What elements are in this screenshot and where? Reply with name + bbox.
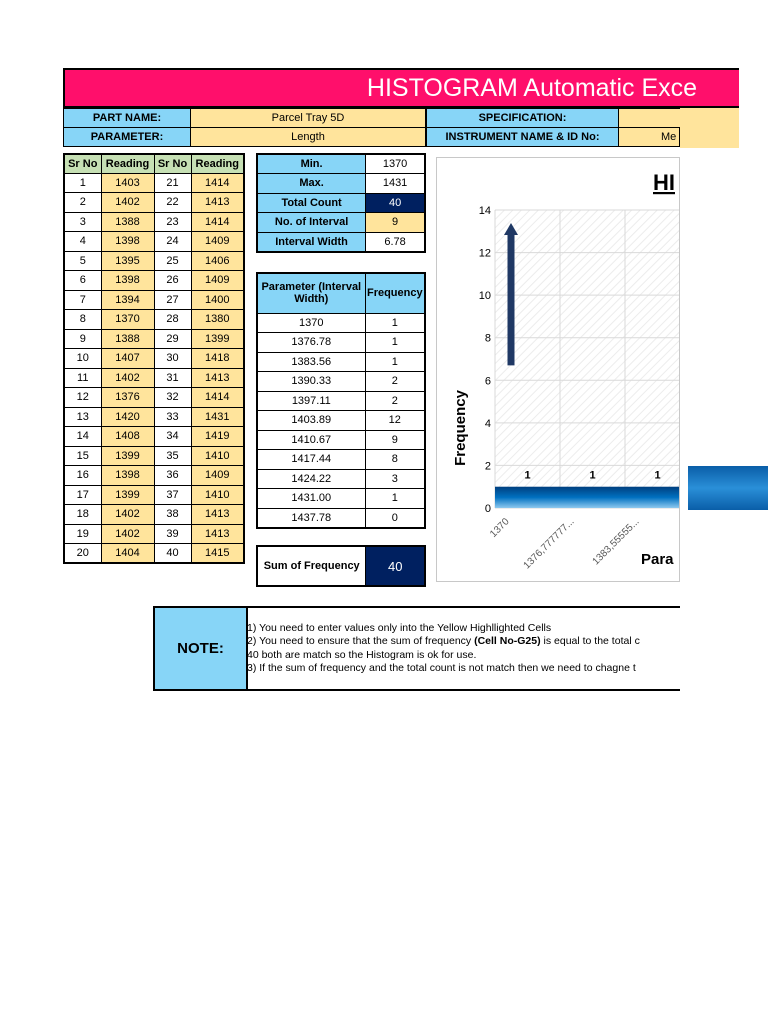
reading-cell[interactable]: 1409	[191, 232, 244, 252]
reading-cell[interactable]: 1415	[191, 544, 244, 564]
chart-title: HI	[653, 170, 675, 195]
reading-cell[interactable]: 1410	[191, 485, 244, 505]
histogram-chart[interactable]	[436, 157, 680, 582]
reading-cell[interactable]: 1413	[191, 505, 244, 525]
srno-cell: 26	[154, 271, 191, 291]
y-tick-label: 6	[484, 375, 491, 388]
srno-cell: 19	[64, 524, 101, 544]
srno-cell: 39	[154, 524, 191, 544]
srno-cell: 40	[154, 544, 191, 564]
reading-cell[interactable]: 1413	[191, 368, 244, 388]
table-row	[257, 313, 425, 333]
table-row	[64, 505, 244, 525]
reading-cell[interactable]: 1395	[101, 251, 154, 271]
reading-cell[interactable]: 1419	[191, 427, 244, 447]
table-row	[64, 368, 244, 388]
reading-cell[interactable]: 1402	[101, 368, 154, 388]
srno-cell: 8	[64, 310, 101, 330]
table-row	[257, 489, 425, 509]
histogram-bar	[495, 487, 680, 508]
stats-row	[257, 154, 425, 174]
table-row	[257, 372, 425, 392]
interval-cell: 1390.33	[257, 372, 365, 392]
frequency-cell: 9	[365, 430, 425, 450]
table-row	[64, 212, 244, 232]
table-row	[257, 411, 425, 431]
srno-cell: 9	[64, 329, 101, 349]
stat-value: 1431	[366, 174, 425, 194]
y-tick-label: 14	[478, 205, 491, 217]
reading-cell[interactable]: 1407	[101, 349, 154, 369]
interval-cell: 1397.11	[257, 391, 365, 411]
parameter-value[interactable]: Length	[190, 127, 426, 147]
y-tick-label: 12	[478, 247, 491, 260]
interval-cell: 1370	[257, 313, 365, 333]
frequency-cell: 1	[365, 489, 425, 509]
frequency-cell: 2	[365, 372, 425, 392]
interval-cell: 1437.78	[257, 508, 365, 528]
srno-cell: 30	[154, 349, 191, 369]
srno-cell: 6	[64, 271, 101, 291]
reading-cell[interactable]: 1402	[101, 505, 154, 525]
interval-cell: 1376.78	[257, 333, 365, 353]
srno-cell: 2	[64, 193, 101, 213]
srno-cell: 35	[154, 446, 191, 466]
reading-cell[interactable]: 1398	[101, 232, 154, 252]
reading-cell[interactable]: 1414	[191, 173, 244, 193]
table-row	[64, 388, 244, 408]
stats-row	[257, 213, 425, 233]
srno-cell: 1	[64, 173, 101, 193]
data-label: 1	[589, 469, 596, 482]
frequency-cell: 3	[365, 469, 425, 489]
srno-cell: 23	[154, 212, 191, 232]
sum-value: 40	[366, 546, 425, 586]
table-row	[257, 508, 425, 528]
reading-cell[interactable]: 1402	[101, 193, 154, 213]
note-box	[153, 606, 680, 691]
table-row	[64, 271, 244, 291]
reading-cell[interactable]: 1409	[191, 466, 244, 486]
note-line-1: 1) You need to enter values only into the Yellow Highllighted Cells	[247, 622, 552, 634]
frequency-cell: 1	[365, 313, 425, 333]
specification-label: SPECIFICATION:	[426, 108, 619, 128]
frequency-cell: 0	[365, 508, 425, 528]
srno-cell: 34	[154, 427, 191, 447]
stats-row	[257, 232, 425, 252]
note-line-4: 3) If the sum of frequency and the total count is not match then we need to chagne t	[247, 661, 636, 674]
page-title: HISTOGRAM Automatic Exce	[366, 74, 698, 102]
interval-cell: 1424.22	[257, 469, 365, 489]
note-line-3: 40 both are match so the Histogram is ok for use.	[247, 648, 477, 661]
table-row	[64, 329, 244, 349]
srno-cell: 3	[64, 212, 101, 232]
reading-cell[interactable]: 1408	[101, 427, 154, 447]
note-text	[247, 622, 640, 675]
reading-cell[interactable]: 1431	[191, 407, 244, 427]
plot-area	[495, 210, 680, 508]
table-row	[257, 391, 425, 411]
srno-cell: 4	[64, 232, 101, 252]
data-label: 1	[654, 469, 661, 482]
col-header-srno: Sr No	[154, 154, 191, 173]
x-tick-label: 1383,55555...	[590, 516, 642, 568]
stat-value: 6.78	[366, 232, 425, 252]
frequency-cell: 12	[365, 411, 425, 431]
srno-cell: 18	[64, 505, 101, 525]
stats-table	[256, 153, 426, 253]
reading-cell[interactable]: 1399	[191, 329, 244, 349]
note-line-2-cell-ref: (Cell No-G25)	[474, 635, 541, 648]
part-name-label: PART NAME:	[63, 108, 191, 128]
y-tick-label: 2	[484, 460, 491, 473]
instrument-label: INSTRUMENT NAME & ID No:	[426, 127, 619, 147]
sum-table	[256, 545, 426, 587]
col-header-reading: Reading	[191, 154, 244, 173]
title-bar	[63, 68, 739, 108]
frequency-cell: 1	[365, 352, 425, 372]
frequency-cell: 2	[365, 391, 425, 411]
srno-cell: 36	[154, 466, 191, 486]
srno-cell: 15	[64, 446, 101, 466]
part-name-value[interactable]: Parcel Tray 5D	[190, 108, 426, 128]
stat-label: Interval Width	[257, 232, 366, 252]
col-header-parameter: Parameter (Interval Width)	[257, 273, 365, 313]
srno-cell: 21	[154, 173, 191, 193]
table-row	[64, 446, 244, 466]
stat-value: 1370	[366, 154, 425, 174]
reading-cell[interactable]: 1388	[101, 329, 154, 349]
reading-cell[interactable]: 1399	[101, 485, 154, 505]
table-row	[257, 430, 425, 450]
reading-cell[interactable]: 1410	[191, 446, 244, 466]
srno-cell: 28	[154, 310, 191, 330]
note-line-2-text: 2) You need to ensure that the sum of frequency	[247, 635, 475, 648]
reading-cell[interactable]: 1413	[191, 524, 244, 544]
reading-cell[interactable]: 1404	[101, 544, 154, 564]
srno-cell: 10	[64, 349, 101, 369]
reading-cell[interactable]: 1398	[101, 271, 154, 291]
srno-cell: 37	[154, 485, 191, 505]
table-row	[257, 333, 425, 353]
reading-cell[interactable]: 1413	[191, 193, 244, 213]
stat-value[interactable]: 9	[366, 213, 425, 233]
header-overflow	[680, 108, 739, 148]
srno-cell: 22	[154, 193, 191, 213]
srno-cell: 7	[64, 290, 101, 310]
srno-cell: 25	[154, 251, 191, 271]
srno-cell: 14	[64, 427, 101, 447]
interval-cell: 1383.56	[257, 352, 365, 372]
x-tick-label: 1376,777777...	[521, 516, 577, 572]
note-line-2-tail: is equal to the total c	[540, 635, 640, 648]
interval-cell: 1431.00	[257, 489, 365, 509]
interval-cell: 1417.44	[257, 450, 365, 470]
table-row	[64, 349, 244, 369]
col-header-frequency: Frequency	[365, 273, 425, 313]
reading-cell[interactable]: 1420	[101, 407, 154, 427]
y-axis-label: Frequency	[452, 390, 469, 466]
table-row	[64, 232, 244, 252]
table-row	[64, 310, 244, 330]
srno-cell: 31	[154, 368, 191, 388]
table-row	[64, 173, 244, 193]
frequency-cell: 1	[365, 333, 425, 353]
reading-cell[interactable]: 1418	[191, 349, 244, 369]
y-tick-label: 0	[484, 503, 491, 515]
interval-cell: 1410.67	[257, 430, 365, 450]
col-header-reading: Reading	[101, 154, 154, 173]
reading-cell[interactable]: 1376	[101, 388, 154, 408]
reading-cell[interactable]: 1414	[191, 388, 244, 408]
reading-cell[interactable]: 1403	[101, 173, 154, 193]
reading-cell[interactable]: 1409	[191, 271, 244, 291]
reading-cell[interactable]: 1399	[101, 446, 154, 466]
srno-cell: 24	[154, 232, 191, 252]
table-row	[257, 352, 425, 372]
frequency-table	[256, 272, 426, 529]
srno-cell: 20	[64, 544, 101, 564]
col-header-srno: Sr No	[64, 154, 101, 173]
readings-table	[63, 153, 245, 564]
srno-cell: 38	[154, 505, 191, 525]
y-tick-label: 4	[484, 417, 491, 430]
note-line-2	[247, 635, 640, 648]
table-row	[64, 524, 244, 544]
reading-cell[interactable]: 1388	[101, 212, 154, 232]
srno-cell: 32	[154, 388, 191, 408]
srno-cell: 33	[154, 407, 191, 427]
table-row	[64, 290, 244, 310]
table-row	[64, 466, 244, 486]
srno-cell: 17	[64, 485, 101, 505]
reading-cell[interactable]: 1394	[101, 290, 154, 310]
stats-row	[257, 174, 425, 194]
reading-cell[interactable]: 1414	[191, 212, 244, 232]
stats-row	[257, 193, 425, 213]
y-tick-label: 10	[478, 290, 491, 303]
srno-cell: 11	[64, 368, 101, 388]
srno-cell: 13	[64, 407, 101, 427]
table-row	[257, 469, 425, 489]
stat-label: Total Count	[257, 193, 366, 213]
srno-cell: 12	[64, 388, 101, 408]
y-tick-label: 8	[484, 332, 491, 345]
instrument-value[interactable]: Me	[618, 127, 680, 147]
table-row	[64, 485, 244, 505]
table-row	[257, 450, 425, 470]
x-axis-label: Para	[641, 551, 674, 568]
table-row	[64, 427, 244, 447]
reading-cell[interactable]: 1398	[101, 466, 154, 486]
srno-cell: 27	[154, 290, 191, 310]
stat-value: 40	[366, 193, 425, 213]
parameter-label: PARAMETER:	[63, 127, 191, 147]
chart-svg	[437, 158, 680, 582]
reading-cell[interactable]: 1370	[101, 310, 154, 330]
sum-label: Sum of Frequency	[257, 546, 366, 586]
table-row	[64, 544, 244, 564]
note-label: NOTE:	[155, 608, 248, 689]
srno-cell: 16	[64, 466, 101, 486]
frequency-cell: 8	[365, 450, 425, 470]
table-row	[64, 251, 244, 271]
table-row	[64, 193, 244, 213]
chart-overflow-bar	[688, 466, 768, 510]
stat-label: Max.	[257, 174, 366, 194]
table-row	[64, 407, 244, 427]
data-label: 1	[524, 469, 531, 482]
x-tick-label: 1370	[488, 516, 512, 540]
srno-cell: 5	[64, 251, 101, 271]
reading-cell[interactable]: 1400	[191, 290, 244, 310]
stat-label: Min.	[257, 154, 366, 174]
reading-cell[interactable]: 1406	[191, 251, 244, 271]
srno-cell: 29	[154, 329, 191, 349]
reading-cell[interactable]: 1402	[101, 524, 154, 544]
interval-cell: 1403.89	[257, 411, 365, 431]
stat-label: No. of Interval	[257, 213, 366, 233]
reading-cell[interactable]: 1380	[191, 310, 244, 330]
